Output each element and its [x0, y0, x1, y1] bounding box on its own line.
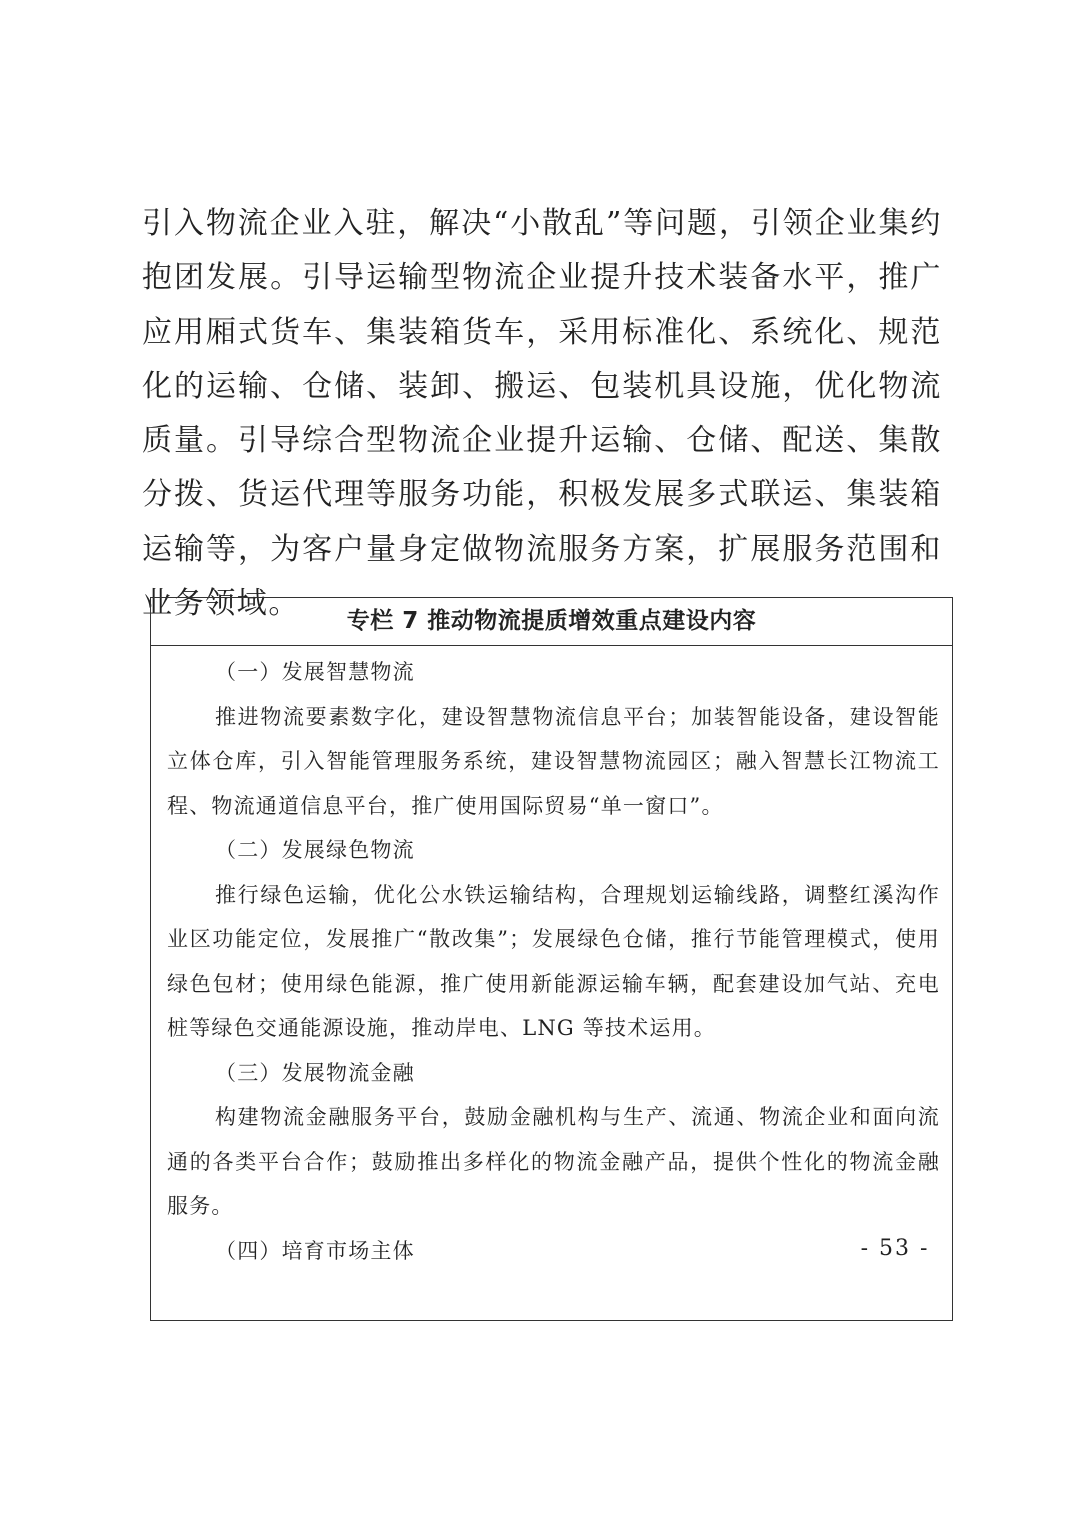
section-text-1: 推进物流要素数字化，建设智慧物流信息平台；加装智能设备，建设智能立体仓库，引入智能管理服务系统，建设智慧物流园区；融入智慧长江物流工程、物流通道信息平台，推广使用国际贸易“单一窗口”。 — [167, 704, 940, 818]
main-paragraph: 引入物流企业入驻，解决“小散乱”等问题，引领企业集约抱团发展。引导运输型物流企业提升技术装备水平，推广应用厢式货车、集装箱货车，采用标准化、系统化、规范化的运输、仓储、装卸、搬运、包装机具设施，优化物流质量。引导综合型物流企业提升运输、仓储、配送、集散分拨、货运代理等服务功能，积极发展多式联运、集装箱运输等，为客户量身定做物流服务方案，扩展服务范围和业务领域。 — [142, 206, 942, 622]
page-number: - 53 - — [860, 1236, 930, 1261]
section-heading-1: （一）发展智慧物流 — [215, 660, 415, 684]
main-text — [142, 197, 942, 631]
section-heading-2: （二）发展绿色物流 — [215, 838, 415, 862]
column-box — [150, 597, 953, 1321]
section-heading-4: （四）培育市场主体 — [215, 1238, 415, 1263]
column-box-title: 专栏 7 推动物流提质增效重点建设内容 — [151, 598, 952, 646]
section-text-2: 推行绿色运输，优化公水铁运输结构，合理规划运输线路，调整红溪沟作业区功能定位，发展推广“散改集”；发展绿色仓储，推行节能管理模式，使用绿色包材；使用绿色能源，推广使用新能源运输车辆，配套建设加气站、充电桩等绿色交通能源设施，推动岸电、LNG 等技术运用。 — [167, 882, 940, 1040]
section-text-3: 构建物流金融服务平台，鼓励金融机构与生产、流通、物流企业和面向流通的各类平台合作；鼓励推出多样化的物流金融产品，提供个性化的物流金融服务。 — [167, 1105, 940, 1218]
section-heading-3: （三）发展物流金融 — [215, 1060, 415, 1085]
column-box-content — [151, 646, 952, 1273]
